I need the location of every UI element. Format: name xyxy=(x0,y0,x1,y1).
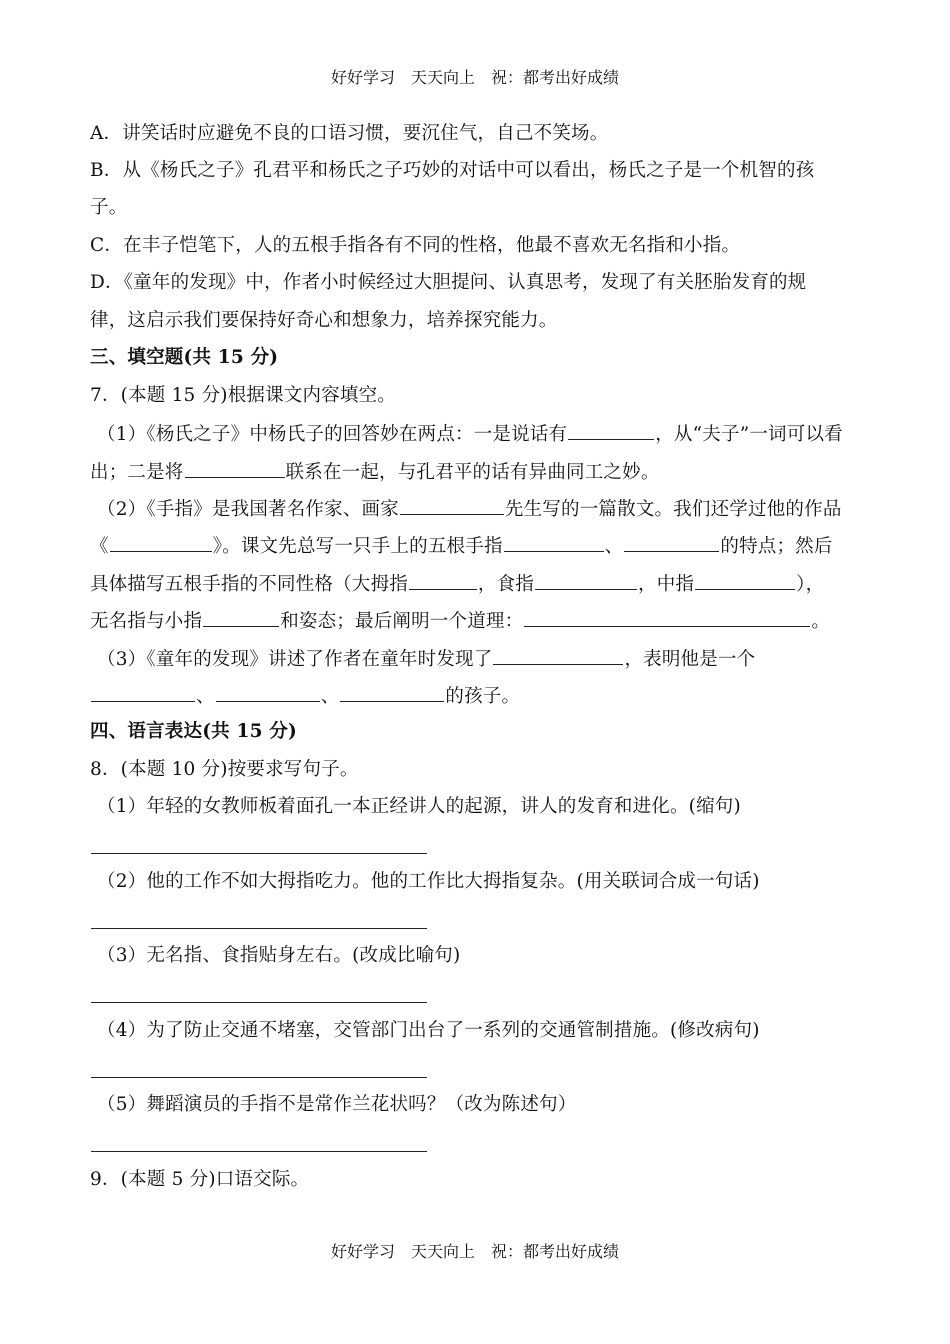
blank-input[interactable] xyxy=(535,571,637,590)
q7-part1-line2: 出；二是将 联系在一起，与孔君平的话有异曲同工之妙。 xyxy=(90,459,660,485)
page-header: 好好学习 天天向上 祝：都考出好成绩 xyxy=(330,68,619,87)
question-8: 8．(本题 10 分)按要求写句子。 xyxy=(90,759,359,780)
section-3-title: 三、填空题(共 15 分) xyxy=(90,347,279,368)
blank-input[interactable] xyxy=(400,496,504,515)
blank-input[interactable] xyxy=(493,646,623,665)
blank-input[interactable] xyxy=(91,683,195,702)
answer-line-1[interactable] xyxy=(91,853,427,854)
question-7: 7．(本题 15 分)根据课文内容填空。 xyxy=(90,385,397,406)
blank-input[interactable] xyxy=(624,533,719,552)
option-c: C．在丰子恺笔下，人的五根手指各有不同的性格，他最不喜欢无名指和小指。 xyxy=(90,235,741,256)
q7-part3-line2: 、 、 的孩子。 xyxy=(90,683,520,709)
blank-input[interactable] xyxy=(203,608,279,627)
blank-input[interactable] xyxy=(504,533,604,552)
answer-line-5[interactable] xyxy=(91,1151,427,1152)
q7-part2-line4: 无名指与小指 和姿态；最后阐明一个道理： 。 xyxy=(90,608,830,634)
q8-sentence-1: （1）年轻的女教师板着面孔一本正经讲人的起源，讲人的发育和进化。(缩句) xyxy=(97,796,741,817)
blank-input[interactable] xyxy=(185,459,285,478)
option-b-line1: B．从《杨氏之子》孔君平和杨氏之子巧妙的对话中可以看出，杨氏之子是一个机智的孩 xyxy=(90,160,815,181)
answer-line-3[interactable] xyxy=(91,1002,427,1003)
question-9: 9．(本题 5 分)口语交际。 xyxy=(90,1169,310,1190)
q7-part2-line2: 《 》。课文先总写一只手上的五根手指 、 的特点；然后 xyxy=(90,533,833,559)
blank-input[interactable] xyxy=(409,571,477,590)
answer-line-2[interactable] xyxy=(91,928,427,929)
option-b-line2: 子。 xyxy=(90,197,128,218)
q8-sentence-4: （4）为了防止交通不堵塞，交管部门出台了一系列的交通管制措施。(修改病句) xyxy=(97,1020,760,1041)
blank-input[interactable] xyxy=(216,683,320,702)
q8-sentence-3: （3）无名指、食指贴身左右。(改成比喻句) xyxy=(97,945,461,966)
page-footer: 好好学习 天天向上 祝：都考出好成绩 xyxy=(330,1242,619,1261)
option-d-line1: D．《童年的发现》中，作者小时候经过大胆提问、认真思考，发现了有关胚胎发育的规 xyxy=(90,272,807,293)
blank-input[interactable] xyxy=(340,683,444,702)
section-4-title: 四、语言表达(共 15 分) xyxy=(90,721,297,742)
q7-part1-line1: （1）《杨氏之子》中杨氏子的回答妙在两点：一是说话有 ，从“夫子”一词可以看 xyxy=(97,421,843,447)
q8-sentence-5: （5）舞蹈演员的手指不是常作兰花状吗？（改为陈述句） xyxy=(97,1094,577,1115)
q8-sentence-2: （2）他的工作不如大拇指吃力。他的工作比大拇指复杂。(用关联词合成一句话) xyxy=(97,871,760,892)
q7-part3-line1: （3）《童年的发现》讲述了作者在童年时发现了 ，表明他是一个 xyxy=(97,646,755,672)
q7-part2-line3: 具体描写五根手指的不同性格（大拇指 ，食指 ，中指 ）， xyxy=(90,571,824,597)
blank-input[interactable] xyxy=(110,533,212,552)
q7-part2-line1: （2）《手指》是我国著名作家、画家 先生写的一篇散文。我们还学过他的作品 xyxy=(97,496,842,522)
blank-input[interactable] xyxy=(695,571,795,590)
blank-input[interactable] xyxy=(568,421,654,440)
blank-input[interactable] xyxy=(524,608,810,627)
option-d-line2: 律，这启示我们要保持好奇心和想象力，培养探究能力。 xyxy=(90,310,558,331)
answer-line-4[interactable] xyxy=(91,1077,427,1078)
option-a: A．讲笑话时应避免不良的口语习惯，要沉住气，自己不笑场。 xyxy=(90,123,609,144)
